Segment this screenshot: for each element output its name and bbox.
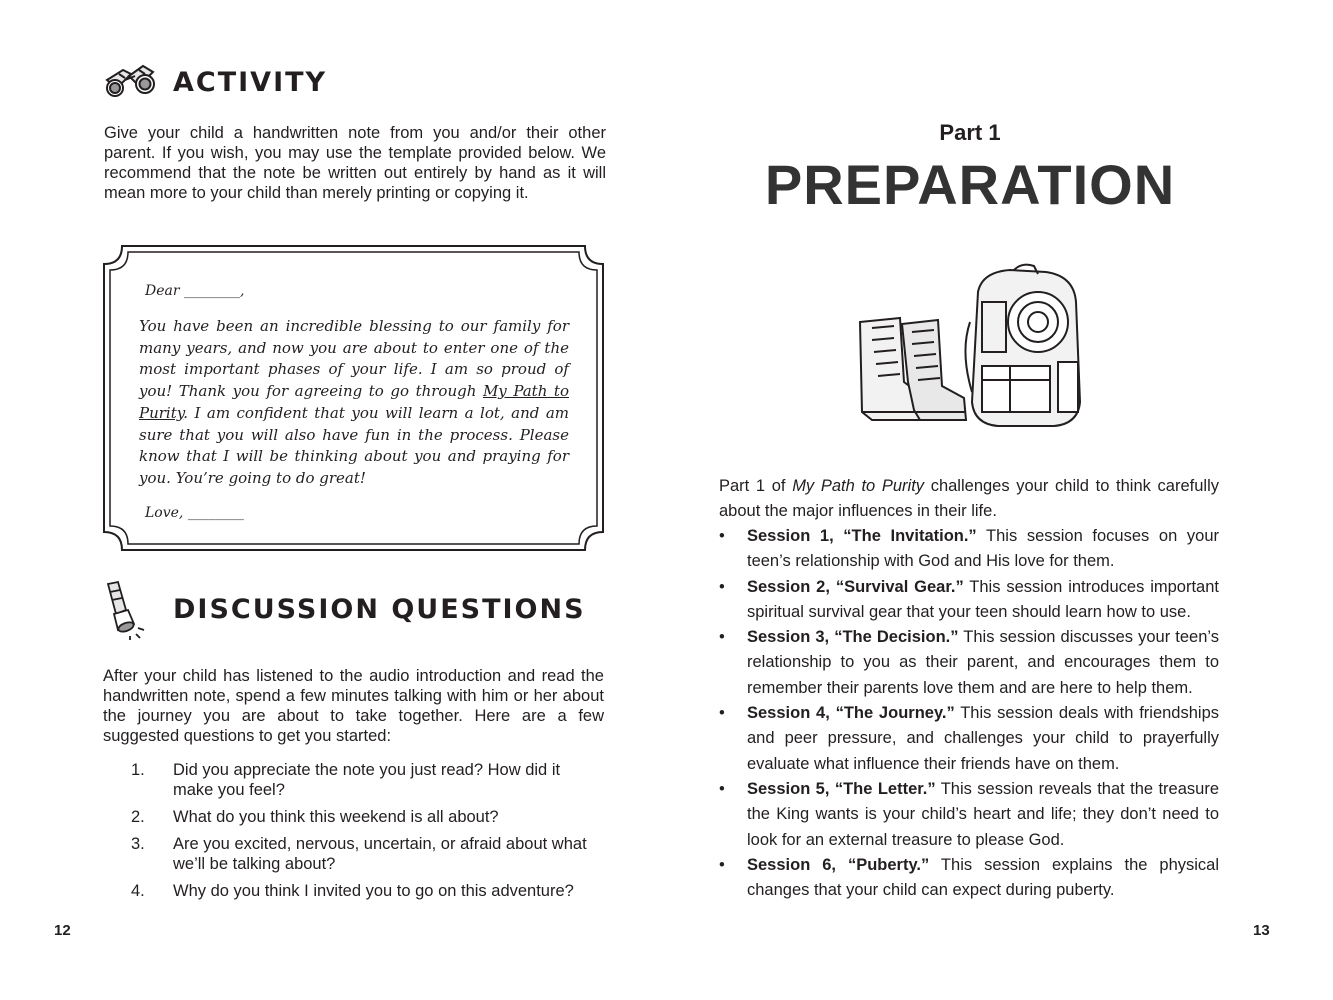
part-intro-title: My Path to Purity [792, 477, 925, 495]
note-greeting: Dear ________, [145, 283, 245, 299]
question-number: 1. [131, 761, 145, 779]
page-number-left: 12 [54, 922, 71, 939]
note-body-before: You have been an incredible blessing to our family for many years, and now you are about to enter one of the most important phases of your life. I am so proud of you! Thank you for agreeing to go through [139, 317, 569, 401]
session-text: This session explains the physical changes that your child can expect during puberty. [747, 855, 1219, 900]
question-number: 3. [131, 835, 145, 853]
session-text: This session reveals that the treasure the King wants is your child’s heart and life; they don’t need to look for an external treasure to please God. [747, 779, 1219, 849]
session-text: This session deals with friendships and peer pressure, and challenges your child to prayerfully evaluate what influence their friends have on them. [747, 704, 1219, 773]
question-number: 2. [131, 808, 145, 826]
bullet: • [719, 628, 725, 647]
bullet: • [719, 855, 725, 874]
session-text: This session focuses on your teen’s relationship with God and His love for them. [747, 527, 1219, 571]
boots-and-backpack-icon [850, 262, 1090, 432]
session-text: This session introduces important spiritual survival gear that your teen should learn how to use. [747, 577, 1219, 621]
bullet: • [719, 527, 725, 545]
session-item [719, 777, 1219, 853]
note-body-title: My Path to Purity [139, 382, 569, 422]
session-title: Session 1, “The Invitation.” [747, 527, 977, 545]
session-item [719, 625, 1219, 701]
binoculars-icon [103, 62, 163, 100]
session-item [719, 575, 1219, 626]
part-label: Part 1 [939, 120, 1001, 145]
bullet: • [719, 779, 725, 798]
note-body-after: . I am confident that you will learn a lot, and am sure that you will also have fun in the process. Please know that I will be thinking about you and praying for you. You’re going to do great! [139, 403, 569, 487]
part-title: PREPARATION [764, 153, 1176, 216]
question-item [103, 760, 603, 800]
session-title: Session 2, “Survival Gear.” [747, 577, 964, 596]
page-number-right: 13 [1253, 922, 1270, 939]
activity-heading: ACTIVITY [173, 67, 328, 98]
question-list [103, 760, 603, 908]
part-intro-before: Part 1 of [719, 477, 793, 495]
session-item [719, 524, 1219, 575]
session-item [719, 853, 1219, 904]
question-item [103, 834, 603, 874]
session-title: Session 4, “The Journey.” [747, 704, 955, 723]
session-title: Session 3, “The Decision.” [747, 628, 959, 647]
question-item [103, 807, 603, 827]
session-list [719, 524, 1219, 903]
session-text: This session discusses your teen’s relationship to you as their parent, and encourages them to remember their parents love them and are here to help them. [747, 628, 1219, 697]
bullet: • [719, 577, 725, 596]
question-item [103, 881, 603, 901]
session-item [719, 701, 1219, 777]
flashlight-icon [100, 580, 152, 640]
question-text: Are you excited, nervous, uncertain, or afraid about what we’ll be talking about? [173, 835, 587, 873]
part-intro-after: challenges your child to think carefully about the major influences in their life. [719, 477, 1219, 521]
discussion-heading: DISCUSSION QUESTIONS [173, 594, 586, 625]
note-closing: Love, ________ [145, 505, 244, 521]
question-text: Did you appreciate the note you just read? How did it make you feel? [173, 761, 561, 799]
bullet: • [719, 704, 725, 723]
activity-body: Give your child a handwritten note from you and/or their other parent. If you wish, you may use the template provided below. We recommend that the note be written out entirely by hand as it will mean more to your child than merely printing or copying it. [104, 124, 606, 202]
question-text: Why do you think I invited you to go on this adventure? [173, 882, 574, 900]
discussion-intro: After your child has listened to the audio introduction and read the handwritten note, spend a few minutes talking with him or her about the journey you are about to take together. Here are a few suggested questions to get you started: [103, 667, 604, 745]
question-number: 4. [131, 882, 145, 900]
question-text: What do you think this weekend is all about? [173, 808, 499, 826]
part-intro [719, 474, 1219, 525]
session-title: Session 5, “The Letter.” [747, 779, 936, 798]
note-body [139, 316, 569, 490]
session-title: Session 6, “Puberty.” [747, 855, 930, 874]
